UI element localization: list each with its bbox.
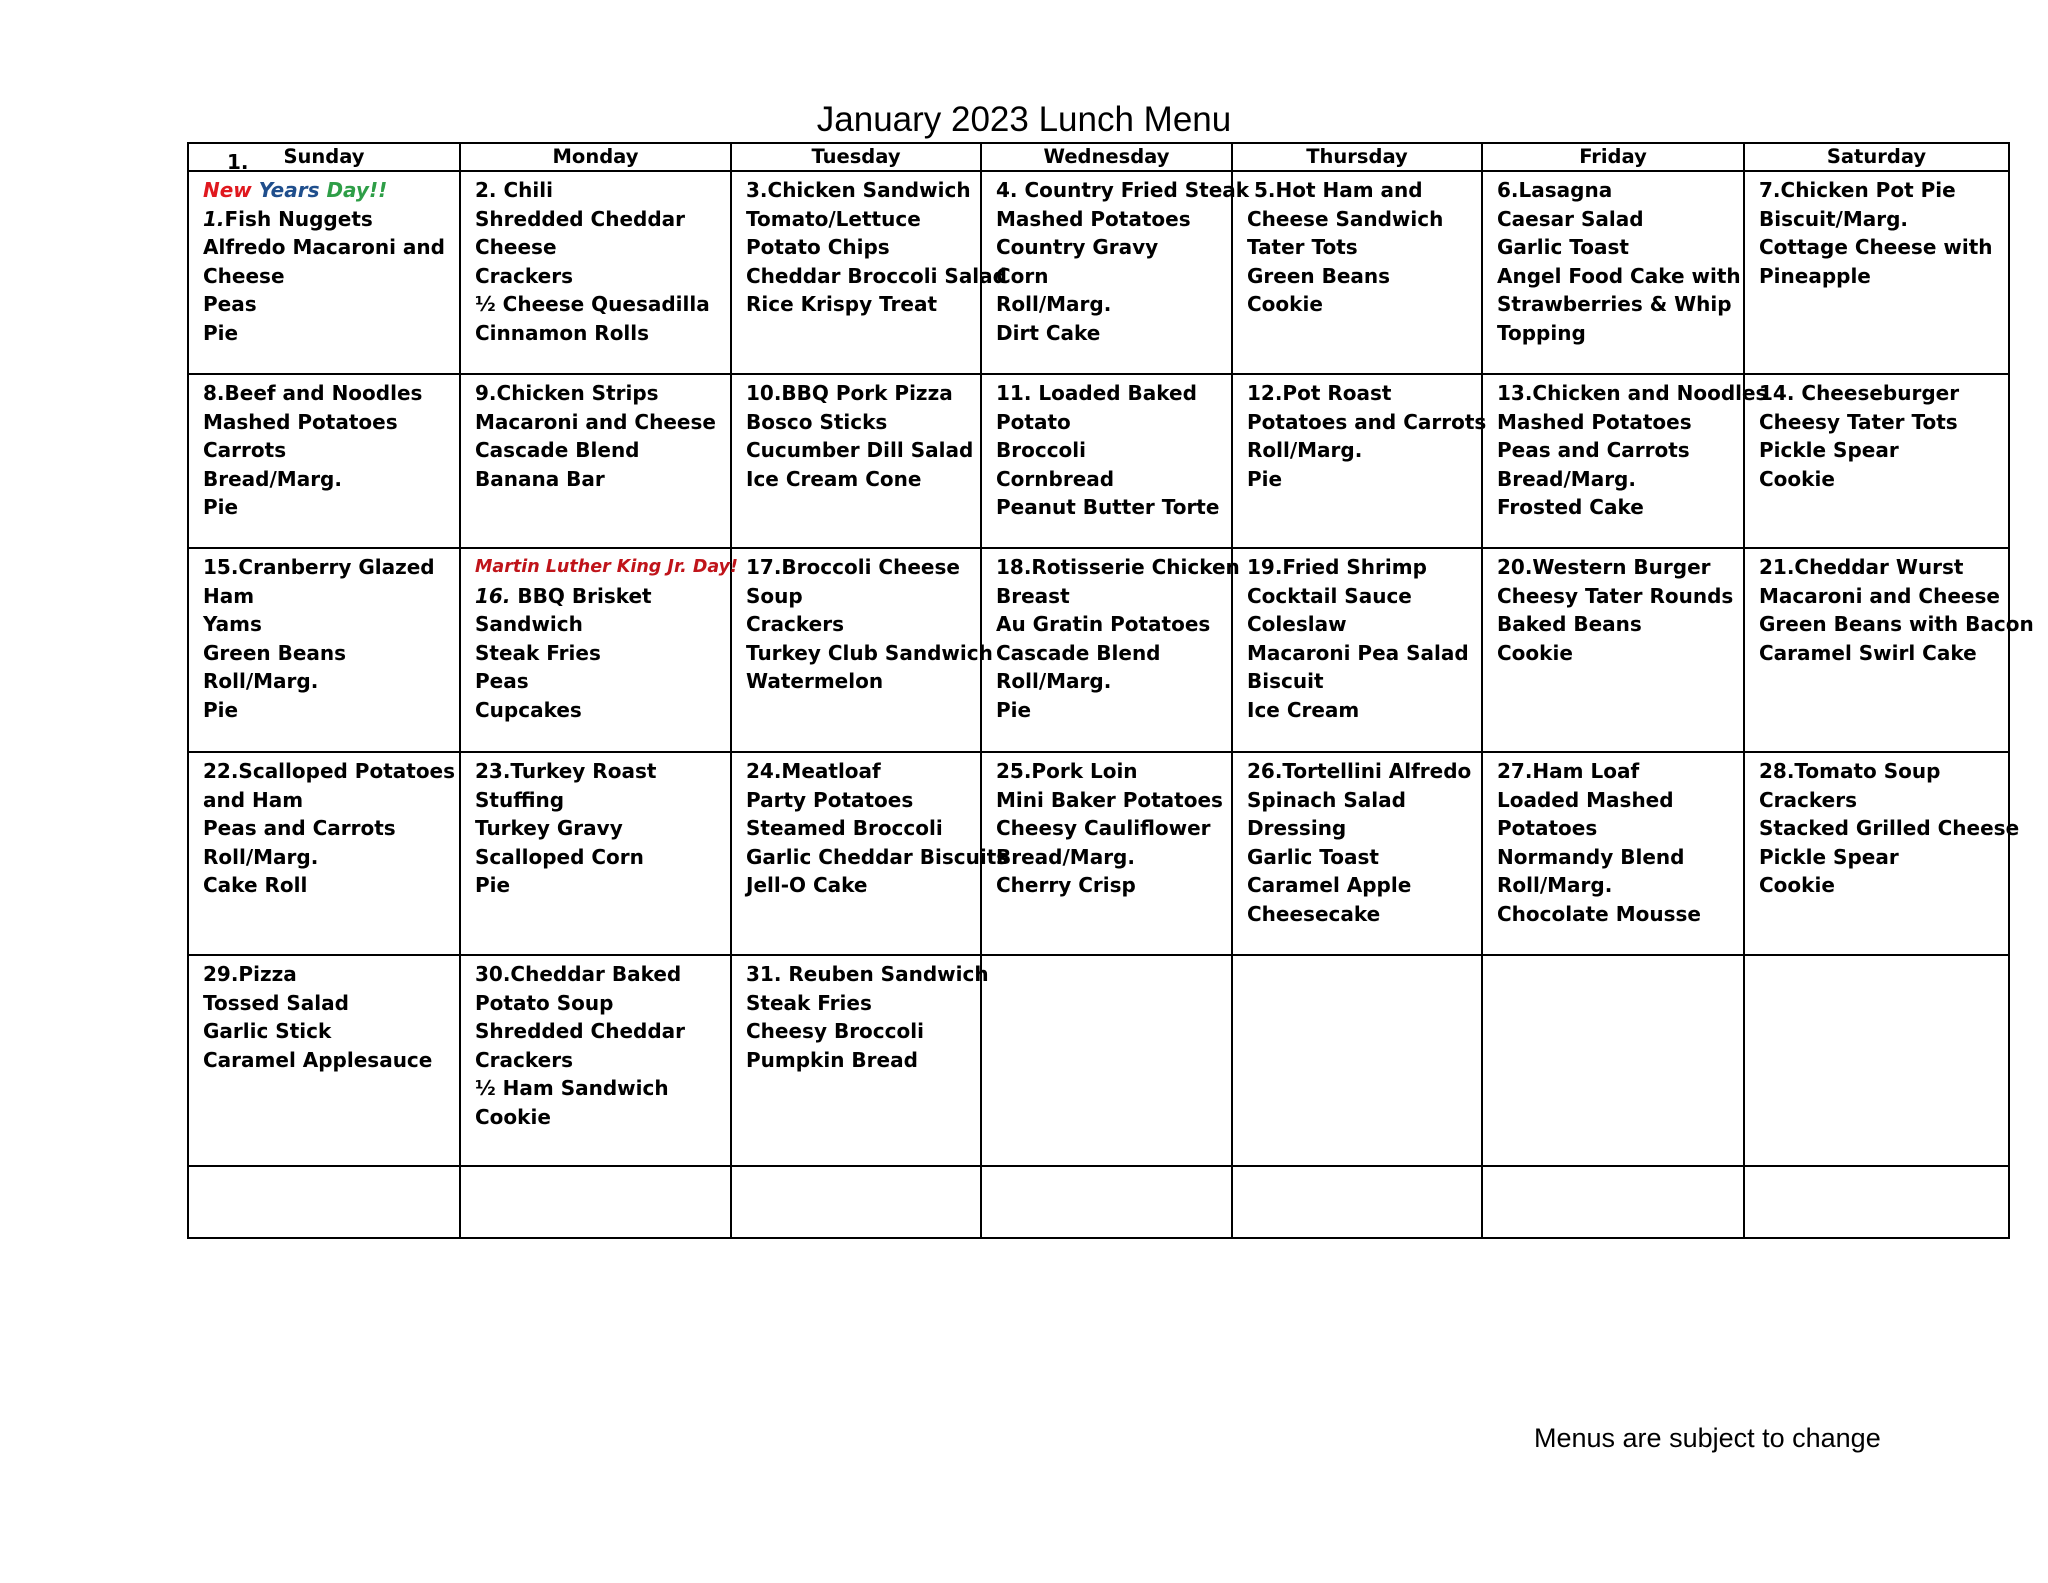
menu-item: Shredded Cheddar bbox=[475, 1019, 686, 1043]
menu-item: Rice Krispy Treat bbox=[746, 292, 938, 316]
day-cell bbox=[460, 171, 731, 374]
day-cell bbox=[1232, 955, 1482, 1166]
menu-item: Pickle Spear bbox=[1759, 844, 1899, 869]
menu-items bbox=[475, 379, 724, 493]
menu-item: Pie bbox=[1247, 466, 1283, 491]
menu-item: Spinach Salad bbox=[1247, 787, 1406, 812]
menu-item: Breast bbox=[996, 583, 1070, 608]
holiday-mlk: Martin Luther King Jr. Day! bbox=[475, 557, 739, 577]
menu-item: Cherry Crisp bbox=[996, 873, 1136, 897]
menu-item: Green Beans bbox=[1247, 263, 1391, 288]
menu-item: Banana Bar bbox=[475, 466, 605, 491]
menu-items bbox=[203, 757, 456, 900]
menu-item: Turkey Gravy bbox=[475, 816, 623, 840]
day-cell bbox=[981, 548, 1240, 752]
menu-item: 7.Chicken Pot Pie bbox=[1759, 178, 1956, 202]
menu-item: Jell-O Cake bbox=[746, 873, 868, 897]
day-cell bbox=[981, 171, 1250, 374]
menu-item: Roll/Marg. bbox=[996, 292, 1112, 316]
menu-item: Green Beans bbox=[203, 640, 347, 665]
menu-item: 22.Scalloped Potatoes bbox=[203, 759, 456, 783]
day-cell bbox=[188, 171, 460, 374]
header-tuesday: Tuesday bbox=[731, 143, 981, 171]
menu-items bbox=[475, 176, 724, 347]
menu-items bbox=[996, 176, 1250, 347]
menu-item: Potato Chips bbox=[746, 235, 890, 259]
menu-items bbox=[996, 757, 1225, 900]
menu-item: Alfredo Macaroni and bbox=[203, 235, 445, 259]
menu-item: Caramel Applesauce bbox=[203, 1047, 433, 1072]
menu-item: Pickle Spear bbox=[1759, 438, 1899, 462]
menu-item: Cookie bbox=[1247, 292, 1323, 316]
week-row bbox=[188, 171, 2009, 374]
menu-item: ½ Cheese Quesadilla bbox=[475, 292, 710, 316]
menu-item: 24.Meatloaf bbox=[746, 759, 881, 783]
menu-item: 30.Cheddar Baked bbox=[475, 962, 682, 986]
menu-item: Ice Cream Cone bbox=[746, 466, 922, 491]
empty-week-row bbox=[188, 1166, 2009, 1238]
menu-items bbox=[1497, 379, 1768, 522]
menu-item: Peas and Carrots bbox=[203, 816, 396, 840]
menu-item: Strawberries & Whip bbox=[1497, 292, 1732, 316]
menu-item: Crackers bbox=[475, 263, 573, 288]
menu-item: Chocolate Mousse bbox=[1497, 901, 1701, 926]
menu-item: Potatoes and Carrots bbox=[1247, 409, 1487, 434]
day-cell bbox=[1232, 171, 1482, 374]
day-cell bbox=[460, 548, 739, 752]
day-cell bbox=[731, 374, 981, 548]
menu-item: Cookie bbox=[1759, 466, 1835, 491]
menu-items bbox=[746, 553, 993, 696]
menu-item: Broccoli bbox=[996, 438, 1087, 462]
menu-item: and Ham bbox=[203, 787, 304, 812]
menu-item: Shredded Cheddar bbox=[475, 206, 686, 231]
menu-item: Garlic Toast bbox=[1247, 844, 1379, 869]
menu-item: Biscuit bbox=[1247, 669, 1324, 693]
menu-item: 10.BBQ Pork Pizza bbox=[746, 381, 953, 405]
menu-item: 2. Chili bbox=[475, 178, 553, 202]
day-cell bbox=[188, 548, 460, 752]
menu-item: Tossed Salad bbox=[203, 990, 349, 1015]
day-cell bbox=[1482, 171, 1744, 374]
menu-item: 25.Pork Loin bbox=[996, 759, 1138, 783]
empty-day-cell bbox=[1232, 1166, 1482, 1238]
menu-item: Peanut Butter Torte bbox=[996, 495, 1220, 519]
menu-item: Dirt Cake bbox=[996, 320, 1101, 345]
menu-item: 16. BBQ Brisket bbox=[475, 583, 652, 608]
menu-items bbox=[996, 379, 1225, 522]
menu-item: Steak Fries bbox=[475, 640, 601, 665]
menu-item: Corn bbox=[996, 263, 1049, 288]
empty-day-cell bbox=[460, 1166, 731, 1238]
menu-items bbox=[1497, 176, 1741, 347]
menu-item: Cupcakes bbox=[475, 697, 582, 722]
menu-item: Roll/Marg. bbox=[1247, 438, 1363, 462]
menu-item: Peas and Carrots bbox=[1497, 438, 1690, 462]
menu-item: Roll/Marg. bbox=[996, 669, 1112, 693]
header-monday: Monday bbox=[460, 143, 731, 171]
menu-item: Garlic Toast bbox=[1497, 235, 1629, 259]
menu-items bbox=[1247, 176, 1475, 319]
menu-item: Baked Beans bbox=[1497, 612, 1642, 636]
menu-item: Pie bbox=[203, 495, 239, 519]
menu-item: Cheese bbox=[203, 263, 285, 288]
menu-item: Cheesecake bbox=[1247, 901, 1381, 926]
day-number: 1. bbox=[203, 206, 225, 231]
menu-item: ½ Ham Sandwich bbox=[475, 1076, 669, 1100]
menu-item: Potatoes bbox=[1497, 816, 1598, 840]
week-row bbox=[188, 548, 2009, 752]
menu-item: 15.Cranberry Glazed bbox=[203, 555, 435, 579]
menu-item: Tomato/Lettuce bbox=[746, 206, 921, 231]
menu-item: Loaded Mashed bbox=[1497, 787, 1674, 812]
menu-item: Cookie bbox=[1497, 640, 1573, 665]
menu-item: Pie bbox=[203, 320, 239, 345]
week-row bbox=[188, 955, 2009, 1166]
empty-day-cell bbox=[1482, 1166, 1744, 1238]
day-cell bbox=[1482, 955, 1744, 1166]
menu-item: 13.Chicken and Noodles bbox=[1497, 381, 1768, 405]
menu-item: Steamed Broccoli bbox=[746, 816, 943, 840]
menu-items bbox=[1497, 553, 1737, 667]
menu-item: Pineapple bbox=[1759, 263, 1871, 288]
menu-item: Cheese Sandwich bbox=[1247, 206, 1444, 231]
page-title: January 2023 Lunch Menu bbox=[816, 100, 1232, 139]
menu-item: 1.Fish Nuggets bbox=[203, 206, 373, 231]
menu-item: Macaroni and Cheese bbox=[475, 409, 716, 434]
menu-item: 12.Pot Roast bbox=[1247, 381, 1392, 405]
menu-item: Normandy Blend bbox=[1497, 844, 1685, 869]
menu-items bbox=[746, 757, 1009, 900]
menu-item: Au Gratin Potatoes bbox=[996, 612, 1211, 636]
footer-note: Menus are subject to change bbox=[1534, 1423, 1881, 1453]
menu-item: 9.Chicken Strips bbox=[475, 381, 659, 405]
menu-item: 29.Pizza bbox=[203, 962, 297, 986]
menu-items bbox=[1247, 553, 1475, 724]
empty-day-cell bbox=[981, 1166, 1232, 1238]
holiday-new-years: New Years Day!! bbox=[203, 178, 388, 202]
menu-item: 23.Turkey Roast bbox=[475, 759, 657, 783]
menu-item: Ice Cream bbox=[1247, 697, 1360, 722]
menu-item: Pie bbox=[996, 697, 1032, 722]
menu-item: Stuffing bbox=[475, 787, 565, 812]
day-cell bbox=[1744, 374, 2009, 548]
menu-item: Angel Food Cake with bbox=[1497, 263, 1741, 288]
menu-item: Potato Soup bbox=[475, 990, 614, 1015]
menu-item: 27.Ham Loaf bbox=[1497, 759, 1640, 783]
menu-item: 5.Hot Ham and bbox=[1247, 178, 1423, 202]
menu-item: 11. Loaded Baked bbox=[996, 381, 1197, 405]
menu-items bbox=[1247, 757, 1475, 928]
menu-item: Cheesy Broccoli bbox=[746, 1019, 924, 1043]
day-cell bbox=[731, 548, 993, 752]
menu-items bbox=[1497, 757, 1737, 928]
day-number: 16. bbox=[475, 583, 511, 608]
menu-item: Peas bbox=[475, 669, 529, 693]
menu-items bbox=[746, 379, 974, 493]
menu-items bbox=[996, 553, 1240, 724]
day-cell bbox=[460, 752, 731, 955]
menu-items bbox=[475, 960, 724, 1131]
menu-items bbox=[1759, 757, 2020, 900]
menu-item: Roll/Marg. bbox=[1497, 873, 1613, 897]
day-cell bbox=[1744, 955, 2009, 1166]
menu-item: Caramel Swirl Cake bbox=[1759, 640, 1977, 665]
menu-item: Sandwich bbox=[475, 612, 583, 636]
day-cell bbox=[981, 752, 1232, 955]
menu-item: Biscuit/Marg. bbox=[1759, 206, 1908, 231]
menu-item: Cocktail Sauce bbox=[1247, 583, 1412, 608]
menu-item: Bread/Marg. bbox=[996, 844, 1135, 869]
menu-item: Cookie bbox=[475, 1104, 551, 1129]
menu-item: 4. Country Fried Steak bbox=[996, 178, 1250, 202]
menu-item: Macaroni and Cheese bbox=[1759, 583, 2000, 608]
day-cell bbox=[1744, 548, 2034, 752]
day-cell bbox=[460, 374, 731, 548]
menu-item: Bosco Sticks bbox=[746, 409, 888, 434]
menu-item: Dressing bbox=[1247, 816, 1347, 840]
menu-item: 28.Tomato Soup bbox=[1759, 759, 1941, 783]
empty-day-cell bbox=[188, 1166, 460, 1238]
menu-item: Coleslaw bbox=[1247, 612, 1347, 636]
menu-item: 31. Reuben Sandwich bbox=[746, 962, 989, 986]
stray-mark: 1. bbox=[227, 150, 249, 174]
menu-item: Topping bbox=[1497, 320, 1586, 345]
empty-day-cell bbox=[1744, 1166, 2009, 1238]
menu-item: Mashed Potatoes bbox=[203, 409, 398, 434]
day-cell bbox=[981, 955, 1232, 1166]
menu-item: Bread/Marg. bbox=[203, 466, 342, 491]
day-cell bbox=[188, 955, 460, 1166]
menu-items bbox=[203, 553, 453, 724]
menu-item: Cookie bbox=[1759, 873, 1835, 897]
menu-item: Crackers bbox=[746, 612, 844, 636]
menu-item: Yams bbox=[203, 612, 262, 636]
menu-item: Mashed Potatoes bbox=[1497, 409, 1692, 434]
menu-item: 26.Tortellini Alfredo bbox=[1247, 759, 1472, 783]
day-cell bbox=[1482, 752, 1744, 955]
day-cell bbox=[460, 955, 731, 1166]
menu-item: Crackers bbox=[1759, 787, 1857, 812]
menu-item: Country Gravy bbox=[996, 235, 1159, 259]
menu-items bbox=[203, 379, 453, 522]
menu-item: Macaroni Pea Salad bbox=[1247, 640, 1469, 665]
menu-item: Pie bbox=[203, 697, 239, 722]
day-cell bbox=[1482, 374, 1768, 548]
menu-item: 20.Western Burger bbox=[1497, 555, 1711, 579]
menu-item: Stacked Grilled Cheese bbox=[1759, 816, 2020, 840]
menu-item: Green Beans with Bacon bbox=[1759, 612, 2034, 636]
menu-item: Watermelon bbox=[746, 669, 884, 693]
header-sunday: Sunday 1. bbox=[188, 143, 460, 171]
menu-item: Cake Roll bbox=[203, 873, 308, 897]
menu-item: 21.Cheddar Wurst bbox=[1759, 555, 1964, 579]
menu-item: Cheese bbox=[475, 235, 557, 259]
day-cell bbox=[1232, 374, 1487, 548]
menu-item: Roll/Marg. bbox=[203, 844, 319, 869]
menu-items bbox=[1759, 176, 2002, 290]
week-row bbox=[188, 374, 2009, 548]
menu-item: Tater Tots bbox=[1247, 235, 1358, 259]
menu-item: 6.Lasagna bbox=[1497, 178, 1613, 202]
menu-item: Ham bbox=[203, 583, 255, 608]
menu-item: Cascade Blend bbox=[996, 640, 1161, 665]
menu-items bbox=[1759, 379, 2002, 493]
menu-item: Garlic Cheddar Biscuits bbox=[746, 844, 1009, 869]
header-wednesday: Wednesday bbox=[981, 143, 1232, 171]
menu-item: 19.Fried Shrimp bbox=[1247, 555, 1427, 579]
menu-items bbox=[1759, 553, 2034, 667]
menu-items bbox=[1247, 379, 1487, 493]
menu-item: Cheesy Tater Tots bbox=[1759, 409, 1958, 434]
menu-item: 17.Broccoli Cheese bbox=[746, 555, 960, 579]
menu-item: Cheesy Cauliflower bbox=[996, 816, 1211, 840]
weekday-header-row bbox=[188, 143, 2009, 171]
menu-item: Crackers bbox=[475, 1047, 573, 1072]
header-thursday: Thursday bbox=[1232, 143, 1482, 171]
menu-item: Scalloped Corn bbox=[475, 844, 644, 869]
menu-items bbox=[475, 553, 739, 724]
menu-item: Garlic Stick bbox=[203, 1019, 332, 1043]
menu-items bbox=[203, 176, 453, 347]
menu-item: Party Potatoes bbox=[746, 787, 914, 812]
menu-calendar bbox=[187, 142, 2034, 1239]
menu-item: Caramel Apple bbox=[1247, 873, 1412, 897]
day-cell bbox=[188, 752, 460, 955]
menu-item: Roll/Marg. bbox=[203, 669, 319, 693]
menu-item: Mashed Potatoes bbox=[996, 206, 1191, 231]
menu-item: Mini Baker Potatoes bbox=[996, 787, 1223, 812]
menu-item: 18.Rotisserie Chicken bbox=[996, 555, 1240, 579]
menu-items bbox=[746, 176, 1007, 319]
day-cell bbox=[731, 171, 1007, 374]
menu-item: Potato bbox=[996, 409, 1071, 434]
menu-item: Bread/Marg. bbox=[1497, 466, 1636, 491]
day-cell bbox=[731, 752, 1009, 955]
menu-items bbox=[475, 757, 724, 900]
menu-items bbox=[203, 960, 453, 1074]
menu-item: Peas bbox=[203, 292, 257, 316]
menu-item: 14. Cheeseburger bbox=[1759, 381, 1960, 405]
menu-item: Steak Fries bbox=[746, 990, 872, 1015]
day-cell bbox=[981, 374, 1232, 548]
menu-item: Carrots bbox=[203, 438, 287, 462]
day-cell bbox=[1744, 171, 2009, 374]
day-cell bbox=[1744, 752, 2020, 955]
menu-item: Pumpkin Bread bbox=[746, 1047, 918, 1072]
menu-item: Cinnamon Rolls bbox=[475, 320, 650, 345]
menu-item: Frosted Cake bbox=[1497, 495, 1644, 519]
menu-item: Cornbread bbox=[996, 466, 1115, 491]
day-cell bbox=[1232, 752, 1482, 955]
menu-item: Cucumber Dill Salad bbox=[746, 438, 974, 462]
day-cell bbox=[1482, 548, 1744, 752]
menu-item: Pie bbox=[475, 873, 511, 897]
menu-item: Cheddar Broccoli Salad bbox=[746, 263, 1007, 288]
header-saturday: Saturday bbox=[1744, 143, 2009, 171]
day-cell bbox=[1232, 548, 1482, 752]
menu-items bbox=[746, 960, 989, 1074]
menu-item: Cascade Blend bbox=[475, 438, 640, 462]
menu-item: 8.Beef and Noodles bbox=[203, 381, 423, 405]
menu-item: Cheesy Tater Rounds bbox=[1497, 583, 1734, 608]
menu-item: Turkey Club Sandwich bbox=[746, 640, 993, 665]
empty-day-cell bbox=[731, 1166, 981, 1238]
week-row bbox=[188, 752, 2009, 955]
day-cell bbox=[731, 955, 989, 1166]
menu-item: Soup bbox=[746, 583, 803, 608]
day-cell bbox=[188, 374, 460, 548]
header-friday: Friday bbox=[1482, 143, 1744, 171]
menu-item: 3.Chicken Sandwich bbox=[746, 178, 971, 202]
menu-item: Caesar Salad bbox=[1497, 206, 1644, 231]
menu-item: Cottage Cheese with bbox=[1759, 235, 1993, 259]
